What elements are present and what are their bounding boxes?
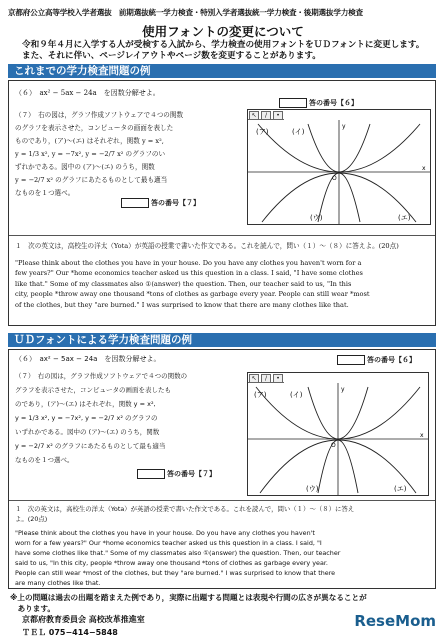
intro-line-2: また、それに伴い、ページレイアウトやページ数を変更することがあります。 [22, 51, 321, 61]
cursor-icon: ↖ [249, 374, 259, 383]
graph-toolbar [248, 110, 284, 120]
section-old-heading: これまでの学力検査問題の例 [8, 64, 436, 78]
point-tool-icon: • [273, 374, 283, 383]
intro-text [22, 40, 432, 62]
footer-note: ※上の問題は過去の出題を踏まえた例であり，実際に出題する問題とは表現や行間の広さが異なることが あります。 [10, 593, 367, 613]
ud-graph-window [247, 372, 429, 496]
old-q7: （７） 右の図は，グラフ作成ソフトウェアで４つの関数 のグラフを表示させた，コンピュータの画面を表した ものであり，(ア)〜(エ) はそれぞれ，関数 y = x², y = 1/3 x², y = −7x², y = −2/7 x² のグラフのい ずれかである。図中の (ア)〜(エ) のうち，関数 y = −2/7 x² のグラフにあたるものとして最も適当 なものを１つ選べ。 [15, 111, 184, 197]
label-i: (イ) [290, 391, 303, 399]
line-tool-icon: / [261, 111, 271, 120]
label-i: (イ) [292, 128, 305, 136]
old-example-box [8, 80, 436, 326]
old-parabola-graph [248, 120, 430, 224]
intro-line-1: 令和９年４月に入学する人が受検する入試から、学力検査の使用フォントをＵＤフォントに変更します。 [22, 40, 425, 50]
label-u: (ウ) [310, 214, 323, 222]
label-e: (エ) [398, 214, 411, 222]
label-a: (ア) [254, 391, 267, 399]
page-title: 使用フォントの変更について [142, 24, 304, 39]
ud-parabola-graph [248, 383, 428, 495]
x-axis-label: x [420, 432, 424, 439]
origin-label: O [331, 442, 336, 449]
line-tool-icon: / [261, 374, 271, 383]
divider [9, 235, 435, 236]
old-answer-6: 答の番号【６】 [279, 98, 358, 108]
ud-q6: （６） ax² − 5ax − 24a を因数分解せよ。 [15, 355, 161, 363]
ud-english-passage: １ 次の英文は，高校生の洋太（Yota）が英語の授業で書いた作文である。これを読んで，問い（１）〜（８）に答え よ。(20点) "Please think about the clothes you have in your house. Do you have any clothes you haven't worn for a few years?" Our *home economics teacher asked us this question in a class. I said, "I have some clothes like that." Some of my classmates also ①(answer) the question. Then, our teacher said to us, "In this city, people *throw away one thousand *tons of clothes as garbage every year. People can still wear *most of the clothes, but they "are burned." I was surprised to know that there are many clothes like that. [15, 505, 355, 587]
old-graph-window [247, 109, 431, 225]
old-english-passage: １ 次の英文は，高校生の洋太（Yota）が英語の授業で書いた作文である。これを読んで，問い（１）〜（８）に答えよ。(20点) "Please think about the clothes you have in your house. Do you have any clothes you haven't worn for a few years?" Our *home economics teacher asked us this question in a class. I said, "I have some clothes like that." Some of my classmates also ①(answer) the question. Then, our teacher said to us, "In this city, people *throw away one thousand *tons of clothes as garbage every year. People can still wear *most of the clothes, but they "are burned." I was surprised to know that there are many clothes like that. [15, 242, 399, 309]
y-axis-label: y [341, 386, 345, 393]
old-q6: （６） ax² − 5ax − 24a を因数分解せよ。 [15, 89, 160, 97]
section-ud-heading: ＵＤフォントによる学力検査問題の例 [8, 333, 436, 347]
ud-q7: （７） 右の図は，グラフ作成ソフトウェアで４つの関数の グラフを表示させた，コンピュータの画面を表したも のであり，(ア)〜(エ) はそれぞれ，関数 y = x², y = 1/3 x², y = −7x², y = −2/7 x² のグラフの いずれかである。図中の (ア)〜(エ) のうち，関数 y = −2/7 x² のグラフにあたるものとして最も適当 なものを１つ選べ。 [15, 372, 188, 464]
graph-toolbar [248, 373, 284, 383]
origin-label: O [332, 175, 337, 182]
point-tool-icon: • [273, 111, 283, 120]
y-axis-label: y [342, 123, 346, 130]
cursor-icon: ↖ [249, 111, 259, 120]
answer-box [337, 355, 365, 365]
label-u: (ウ) [306, 485, 319, 493]
footer-org: 京都府教育委員会 高校改革推進室 [22, 615, 145, 624]
header-line: 京都府公立高等学校入学者選抜 前期選抜統一学力検査・特別入学者選抜統一学力検査・後期選抜学力検査 [8, 8, 363, 17]
divider [9, 500, 435, 501]
ud-example-box [8, 349, 436, 589]
label-a: (ア) [256, 128, 269, 136]
answer-box [137, 469, 165, 479]
resemom-watermark: ReseMom [354, 612, 436, 630]
answer-box [279, 98, 307, 108]
ud-answer-7: 答の番号【７】 [137, 469, 216, 479]
ud-answer-6: 答の番号【６】 [337, 355, 416, 365]
answer-box [121, 198, 149, 208]
footer-tel: ＴＥＬ 075−414−5848 [22, 628, 118, 637]
label-e: (エ) [394, 485, 407, 493]
old-answer-7: 答の番号【７】 [121, 198, 200, 208]
x-axis-label: x [422, 165, 426, 172]
